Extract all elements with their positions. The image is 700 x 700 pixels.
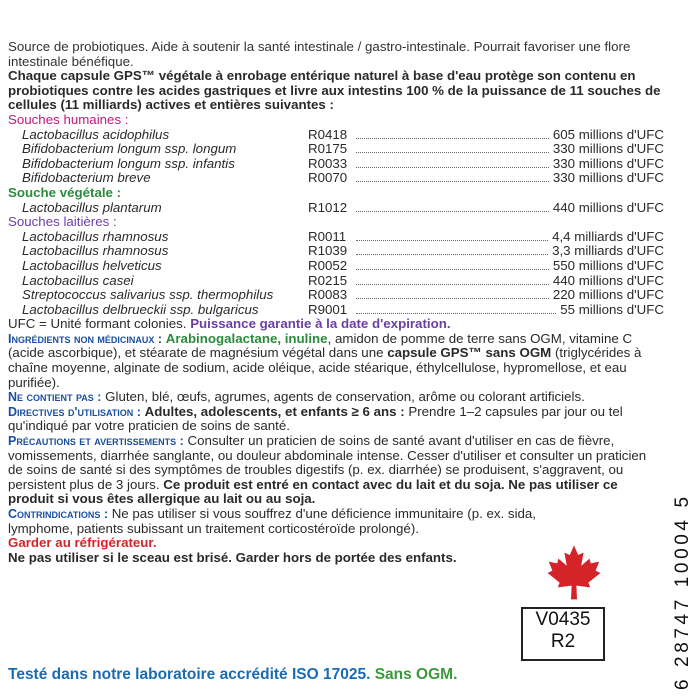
dot-leader	[356, 284, 549, 285]
potency-note: Puissance garantie à la date d'expiration.	[190, 316, 451, 332]
strain-name: Lactobacillus plantarum	[22, 199, 162, 215]
strain-name: Bifidobacterium longum ssp. longum	[22, 141, 237, 157]
strain-amount: 330 millions d'UFC	[552, 170, 664, 186]
strain-code: R0070	[308, 170, 348, 186]
directions-label: Directives d'utilisation :	[8, 404, 141, 419]
ufc-note-line	[8, 317, 664, 332]
dot-leader	[356, 313, 556, 314]
footer-non-gmo: Sans OGM.	[374, 666, 458, 683]
dot-leader	[356, 181, 549, 182]
strain-group-human	[8, 113, 664, 186]
strain-code: R0418	[308, 126, 348, 142]
dot-leader	[356, 269, 549, 270]
contraindications	[8, 507, 664, 536]
version-line2: R2	[550, 631, 576, 652]
free-from-text: Gluten, blé, œufs, agrumes, agents de conservation, arôme ou colorant artificiels.	[105, 389, 585, 405]
strain-amount: 550 millions d'UFC	[552, 257, 664, 273]
strain-code: R0175	[308, 141, 348, 157]
contra-label: Contrindications :	[8, 507, 108, 521]
barcode-digits: 6 28747 10004 5	[672, 493, 693, 690]
product-label	[8, 40, 664, 565]
free-from	[8, 390, 664, 405]
precautions-label: Précautions et avertissements :	[8, 434, 184, 449]
strain-amount: 605 millions d'UFC	[552, 126, 664, 142]
dot-leader	[356, 211, 549, 212]
nonmed-text-b: (triglycérides à chaîne moyenne, alginate de sodium, acide oléique, acide stéarique, éthylcellulose, hypromellose, et eau purifiée).	[8, 345, 642, 390]
directions-text: Prendre 1–2 capsules par jour ou tel qu'indiqué par votre praticien de soins de santé.	[8, 403, 623, 434]
dot-leader	[356, 298, 549, 299]
nonmed-ingredients	[8, 332, 664, 390]
strain-name: Bifidobacterium breve	[22, 170, 151, 186]
version-line1: V0435	[535, 609, 591, 630]
dot-leader	[356, 240, 548, 241]
strain-amount: 55 millions d'UFC	[560, 301, 664, 317]
strain-name: Lactobacillus rhamnosus	[22, 243, 169, 259]
precautions-bold: Ce produit est entré en contact avec du lait et du soja. Ne pas utiliser ce produit si vous êtes allergique au lait ou au soja.	[8, 476, 618, 507]
strain-row	[8, 142, 664, 157]
dot-leader	[356, 138, 549, 139]
strain-row	[8, 128, 664, 143]
dot-leader	[356, 167, 549, 168]
maple-leaf-icon	[544, 543, 604, 603]
strain-row	[8, 259, 664, 274]
strain-group-dairy	[8, 215, 664, 317]
strain-row	[8, 230, 664, 245]
precautions-text: Consulter un praticien de soins de santé avant d'utiliser en cas de fièvre, vomissements, diarrhée sanglante, ou douleur abdominale intense. Cesser d'utiliser et consulter un praticien de soins de santé si des symptômes de troubles digestifs (p. ex. diarrhée) se produisent, s'aggravent, ou persistent plus de 3 jours.	[8, 433, 647, 492]
group-title: Souches laitières :	[8, 214, 117, 230]
strain-row	[8, 303, 664, 318]
strain-code: R0033	[308, 155, 348, 171]
directions	[8, 405, 664, 434]
strain-name: Bifidobacterium longum ssp. infantis	[22, 155, 235, 171]
refrigerate-note: Garder au réfrigérateur.	[8, 535, 157, 551]
capsule-statement: Chaque capsule GPS™ végétale à enrobage entérique naturel à base d'eau protège son contenu en probiotiques contre les acides gastriques et livre aux intestins 100 % de la puissance de 11 souches de cellules (11 milliards) actives et entières suivantes :	[8, 68, 661, 113]
ufc-note: UFC = Unité formant colonies.	[8, 316, 187, 332]
contra-text: Ne pas utiliser si vous souffrez d'une déficience immunitaire (p. ex. sida, lymphome, patients subissant un traitement corticostéroïde prolongé).	[8, 506, 537, 536]
group-title: Souche végétale :	[8, 184, 122, 200]
nonmed-text-a: , amidon de pomme de terre sans OGM, vitamine C (acide ascorbique), et stéarate de magnésium végétal dans une	[8, 330, 633, 361]
dot-leader	[356, 152, 549, 153]
strain-row	[8, 244, 664, 259]
free-from-label: Ne contient pas :	[8, 390, 102, 405]
strain-code: R0011	[308, 228, 347, 244]
nonmed-bold: Arabinogalactane, inuline	[165, 330, 328, 346]
strain-name: Lactobacillus acidophilus	[22, 126, 170, 142]
strain-code: R1012	[308, 199, 348, 215]
nonmed-capsule: capsule GPS™ sans OGM	[387, 345, 552, 361]
strain-amount: 440 millions d'UFC	[552, 272, 664, 288]
strain-code: R1039	[308, 243, 348, 259]
strain-row	[8, 274, 664, 289]
seal-warning: Ne pas utiliser si le sceau est brisé. Garder hors de portée des enfants.	[8, 549, 457, 565]
strain-code: R0052	[308, 257, 348, 273]
strain-amount: 220 millions d'UFC	[552, 287, 664, 303]
intro-text: Source de probiotiques. Aide à soutenir la santé intestinale / gastro-intestinale. Pourrait favoriser une flore intestinale bénéfique.	[8, 39, 631, 69]
strain-amount: 440 millions d'UFC	[552, 199, 664, 215]
strain-name: Lactobacillus delbrueckii ssp. bulgaricus	[22, 301, 259, 317]
strain-name: Lactobacillus rhamnosus	[22, 228, 169, 244]
strain-name: Lactobacillus helveticus	[22, 257, 162, 273]
strain-amount: 4,4 milliards d'UFC	[552, 228, 664, 244]
footer-tested	[8, 666, 457, 684]
strain-amount: 330 millions d'UFC	[552, 141, 664, 157]
strain-group-vegetable	[8, 186, 664, 215]
strain-code: R0083	[308, 287, 348, 303]
strain-row	[8, 171, 664, 186]
strain-amount: 330 millions d'UFC	[552, 155, 664, 171]
strain-code: R9001	[308, 301, 348, 317]
strain-row	[8, 157, 664, 172]
nonmed-label: Ingrédients non médicinaux :	[8, 331, 163, 346]
strain-row	[8, 201, 664, 216]
directions-bold: Adultes, adolescents, et enfants ≥ 6 ans :	[144, 403, 405, 419]
strain-name: Lactobacillus casei	[22, 272, 134, 288]
dot-leader	[356, 254, 548, 255]
strain-row	[8, 288, 664, 303]
strain-code: R0215	[308, 272, 348, 288]
strain-amount: 3,3 milliards d'UFC	[552, 243, 664, 259]
version-box	[521, 607, 605, 661]
group-title: Souches humaines :	[8, 111, 129, 127]
precautions	[8, 434, 664, 507]
footer-tested-text: Testé dans notre laboratoire accrédité ISO 17025.	[8, 666, 371, 683]
strain-name: Streptococcus salivarius ssp. thermophilus	[22, 287, 274, 303]
